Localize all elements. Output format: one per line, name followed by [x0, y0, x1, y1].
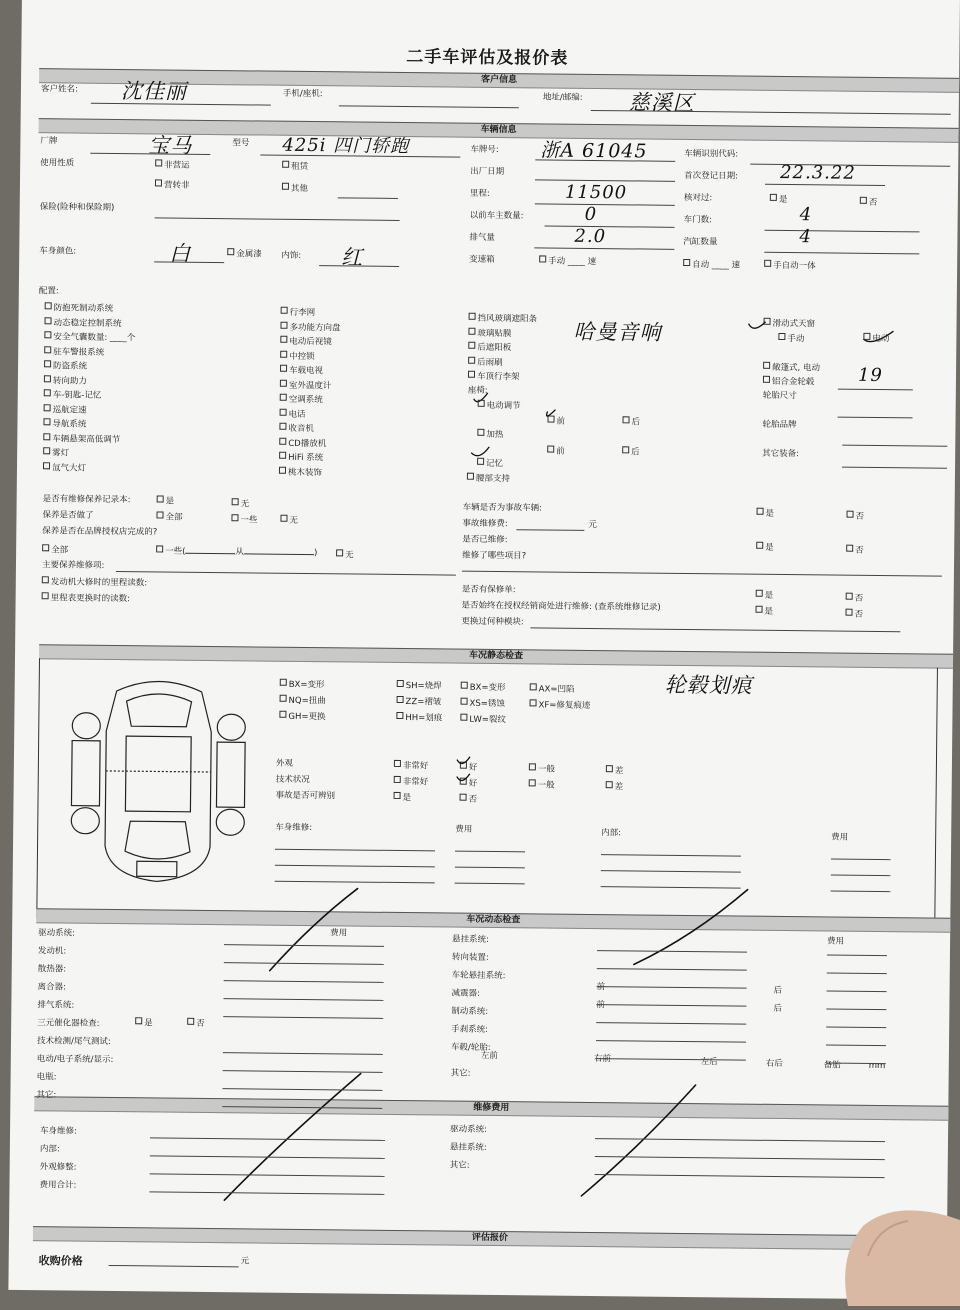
- metallic-option[interactable]: 金属漆: [227, 248, 262, 260]
- repaired-items-label: 维修了哪些项目?: [462, 550, 527, 562]
- dynamic-other-label: 其它:: [450, 1068, 471, 1079]
- owners-label: 以前车主数量:: [469, 210, 524, 222]
- plate-value: 浙A 61045: [540, 139, 648, 163]
- gearbox-auto[interactable]: 自动 ____ 速: [683, 259, 740, 272]
- maker-value: 宝马: [148, 133, 193, 158]
- damage-code[interactable]: XF=修复痕迹: [529, 699, 590, 712]
- interior-repair-line: [601, 870, 741, 872]
- use-other-line: [338, 197, 398, 199]
- engine-overhaul-option[interactable]: 发动机大修时的里程读数:: [42, 576, 147, 589]
- other-equip-line-2: [842, 467, 947, 469]
- static-check-marks: [454, 755, 484, 795]
- repair-left-line: [150, 1155, 385, 1158]
- maint-done-label: 保养是否做了: [42, 510, 94, 521]
- cylinders-value: 4: [799, 226, 813, 248]
- seat-front-option-1[interactable]: 前: [547, 416, 565, 428]
- damage-code[interactable]: BX=变形: [461, 682, 506, 694]
- brand-shop-label: 保养是否在品牌授权店完成的?: [42, 526, 158, 538]
- dynamic-right-label: 手刹系统:: [451, 1024, 489, 1035]
- interior-repair-cost-label: 费用: [831, 832, 849, 843]
- config-col3-item[interactable]: 后遮阳板: [468, 342, 511, 354]
- vin-label: 车辆识别代码:: [684, 148, 739, 160]
- use-option-3[interactable]: 其他: [282, 183, 308, 195]
- interior-label: 内饰:: [281, 250, 302, 261]
- gearbox-manual[interactable]: 手动 ____ 速: [539, 255, 596, 268]
- dynamic-cost-label-2: 费用: [827, 936, 845, 947]
- dynamic-right-cost-line: [827, 972, 887, 974]
- warranty-yes[interactable]: 是: [756, 590, 774, 602]
- cat-yes[interactable]: 是: [135, 1017, 153, 1029]
- dynamic-left-line: [223, 1088, 383, 1091]
- config-handwritten-note: 哈曼音响: [573, 319, 662, 345]
- dynamic-left-label: 电瓶:: [36, 1072, 57, 1083]
- damage-code[interactable]: NQ=扭曲: [280, 695, 326, 707]
- config-col1-item[interactable]: 驻车警报系统: [44, 346, 104, 359]
- dynamic-right-cost-line: [826, 1026, 886, 1028]
- config-col2-item[interactable]: 桃木装饰: [279, 466, 322, 478]
- repair-right-line: [595, 1174, 885, 1178]
- dynamic-right-line: [597, 986, 747, 989]
- repair-left-label: 外观修整:: [39, 1162, 77, 1173]
- shock-rear: 后: [773, 985, 783, 997]
- dynamic-right-line: [596, 1058, 746, 1061]
- config-col3-item: 座椅:: [467, 385, 488, 396]
- brake-rear: 后: [773, 1003, 782, 1015]
- model-label: 型号: [232, 138, 250, 149]
- appearance-fair[interactable]: 一般: [529, 763, 555, 775]
- insurance-label: 保险(险种和保险期): [39, 202, 115, 213]
- repair-left-label: 车身维修:: [39, 1126, 77, 1137]
- appearance-very-good[interactable]: 非常好: [394, 760, 429, 772]
- purchase-price-line: [109, 1265, 239, 1267]
- config-label: 配置:: [38, 286, 59, 297]
- purchase-price-unit: 元: [240, 1256, 250, 1267]
- dynamic-left-label: 驱动系统:: [38, 928, 76, 939]
- accident-cost-line: [516, 529, 584, 531]
- brand-shop-all[interactable]: 全部: [42, 544, 68, 556]
- dynamic-right-cost-line: [827, 954, 887, 956]
- displacement-value: 2.0: [574, 225, 607, 248]
- shock-front: 前: [596, 982, 606, 993]
- cylinders-line: [764, 252, 919, 255]
- dynamic-right-label: 减震器:: [451, 988, 480, 999]
- dynamic-left-label: 离合器:: [37, 982, 66, 993]
- config-col3-item[interactable]: 后雨刷: [468, 356, 503, 368]
- cylinders-label: 汽缸数量: [683, 236, 718, 248]
- dynamic-left-line: [224, 944, 384, 947]
- tech-very-good[interactable]: 非常好: [394, 776, 429, 788]
- config-col2-item[interactable]: HiFi 系统: [279, 452, 323, 464]
- config-col2-item[interactable]: 电动后视镜: [280, 336, 332, 349]
- body-repair-label: 车身维修:: [275, 822, 313, 834]
- tire-left-front: 左前: [480, 1050, 498, 1062]
- tire-left-rear: 左后: [700, 1057, 718, 1068]
- body-repair-cost-line: [455, 851, 525, 853]
- config-col2-item[interactable]: CD播放机: [279, 437, 326, 449]
- accident-id-no[interactable]: 否: [459, 794, 477, 806]
- use-option-1[interactable]: 租赁: [282, 161, 308, 173]
- dynamic-right-label: 转向装置:: [451, 952, 489, 963]
- dynamic-left-line: [224, 980, 384, 983]
- config-col1-item[interactable]: 氙气大灯: [43, 462, 86, 474]
- customer-phone-line: [339, 105, 519, 108]
- customer-address-value: 慈溪区: [628, 90, 695, 116]
- config-col1-item[interactable]: 防抱死制动系统: [45, 302, 114, 315]
- config-col1-item[interactable]: 转向助力: [44, 375, 87, 387]
- config-col4-item[interactable]: 敞篷式, 电动: [763, 361, 820, 374]
- dynamic-right-line: [596, 1022, 746, 1025]
- owners-value: 0: [584, 203, 598, 226]
- reg-date-value: 22.3.22: [780, 161, 856, 184]
- displacement-line: [534, 247, 674, 249]
- repair-right-label: 其它:: [449, 1160, 470, 1171]
- reg-date-label: 首次登记日期:: [684, 170, 739, 182]
- config-col4-item[interactable]: 铝合金轮毂: [763, 376, 815, 389]
- seat-rear-option-2[interactable]: 后: [622, 446, 640, 458]
- config-col1-item[interactable]: 动态稳定控制系统: [44, 317, 121, 330]
- dynamic-left-line: [223, 1052, 383, 1055]
- doors-line: [765, 230, 920, 233]
- dynamic-left-line: [223, 1016, 383, 1019]
- dynamic-left-label: 三元催化器检查:: [37, 1018, 100, 1029]
- mileage-line: [535, 203, 675, 205]
- gearbox-tiptronic[interactable]: 手自动一体: [764, 260, 816, 273]
- damage-code[interactable]: ZZ=褶皱: [397, 696, 442, 708]
- appearance-good[interactable]: 好: [460, 762, 478, 774]
- repair-left-line: [150, 1173, 385, 1176]
- tech-label: 技术状况: [275, 774, 310, 786]
- config-col2-item[interactable]: 空调系统: [280, 394, 323, 406]
- main-items-line: [116, 571, 456, 576]
- maint-record-no[interactable]: 无: [232, 498, 250, 510]
- brake-front: 前: [596, 1000, 605, 1011]
- section-dynamic-band: 车况动态检查: [36, 908, 950, 933]
- static-handwritten-note: 轮毂划痕: [664, 672, 753, 698]
- tire-size-value: 19: [857, 364, 884, 387]
- accident-cost-label: 事故维修费:: [462, 518, 508, 530]
- config-col1-item[interactable]: 车-钥匙-记忆: [44, 389, 102, 402]
- repaired-label: 是否已维修:: [462, 534, 508, 546]
- accident-id-label: 事故是否可辨别: [275, 790, 336, 802]
- repair-left-line: [149, 1191, 384, 1194]
- config-col2-item[interactable]: 室外温度计: [280, 379, 332, 392]
- maint-done-none[interactable]: 无: [280, 515, 298, 527]
- dynamic-left-line: [223, 998, 383, 1001]
- dynamic-right-line: [597, 950, 747, 953]
- form-title: 二手车评估及报价表: [406, 47, 569, 69]
- seat-front-option-2[interactable]: 前: [547, 446, 565, 458]
- maint-done-all[interactable]: 全部: [156, 511, 182, 523]
- section-vehicle-band: 车辆信息: [39, 118, 959, 143]
- interior-repair-line: [601, 854, 741, 856]
- static-left-border: [36, 658, 40, 918]
- config-col1-item[interactable]: 车辆悬架高低调节: [43, 433, 120, 446]
- config-col4-item: 轮胎品牌: [762, 419, 797, 430]
- damage-code[interactable]: HH=划痕: [396, 712, 442, 724]
- dynamic-right-label: 车毂/轮胎:: [450, 1042, 491, 1053]
- dynamic-left-label: 技术检测/尾气测试:: [36, 1036, 111, 1047]
- config-col2-item[interactable]: 车载电视: [280, 365, 323, 377]
- repair-left-label: 内部:: [39, 1144, 60, 1155]
- warranty-label: 是否有保修单:: [461, 584, 516, 596]
- tech-fair[interactable]: 一般: [529, 779, 555, 791]
- tire-unit: mm: [868, 1060, 886, 1072]
- cat-no[interactable]: 否: [187, 1018, 205, 1030]
- doors-label: 车门数:: [683, 214, 713, 226]
- auth-repair-label: 是否始终在授权经销商处进行维修: (查系统维修记录): [461, 600, 661, 613]
- verify-yes[interactable]: 是: [770, 194, 788, 206]
- customer-phone-label: 手机/座机:: [282, 88, 323, 100]
- config-col2-item[interactable]: 收音机: [279, 423, 314, 435]
- reg-date-line: [765, 184, 885, 186]
- tire-spare: 备胎: [823, 1060, 841, 1071]
- dynamic-left-label: 发动机:: [37, 946, 67, 957]
- owners-line: [545, 225, 675, 227]
- gearbox-label: 变速箱: [469, 254, 495, 265]
- auth-repair-yes[interactable]: 是: [755, 606, 773, 618]
- body-repair-line: [275, 881, 435, 884]
- interior-repair-line: [601, 886, 741, 888]
- verify-label: 核对过:: [683, 192, 713, 204]
- config-col4-item: 其它装备:: [762, 448, 800, 459]
- dynamic-right-cost-line: [826, 1008, 886, 1010]
- brand-shop-none[interactable]: 无: [336, 549, 354, 561]
- dynamic-right-line: [597, 968, 747, 971]
- customer-name-value: 沈佳丽: [120, 79, 188, 104]
- repair-right-label: 悬挂系统:: [449, 1142, 487, 1153]
- body-repair-cost-line: [455, 867, 525, 869]
- repair-left-line: [150, 1137, 385, 1140]
- damage-code[interactable]: BX=变形: [280, 679, 325, 691]
- config-col1-item[interactable]: 巡航定速: [44, 404, 87, 416]
- dynamic-left-label: 排气系统:: [37, 1000, 75, 1011]
- brand-shop-some[interactable]: 一些( 从 ): [156, 545, 317, 559]
- repair-right-line: [595, 1138, 885, 1142]
- purchase-price-label: 收购价格: [38, 1254, 83, 1268]
- repair-left-label: 费用合计:: [39, 1180, 77, 1191]
- maker-label: 厂牌: [40, 136, 58, 147]
- displacement-label: 排气量: [469, 232, 495, 243]
- damage-code[interactable]: GH=更换: [279, 711, 325, 723]
- body-repair-cost-label: 费用: [455, 824, 473, 835]
- config-col4-item: 轮胎尺寸: [762, 390, 797, 401]
- use-option-0[interactable]: 非营运: [155, 159, 190, 171]
- config-col2-item[interactable]: 电话: [280, 408, 306, 420]
- interior-value: 红: [341, 245, 364, 270]
- customer-name-label: 客户姓名:: [40, 84, 78, 95]
- config-col3-item[interactable]: 腰部支持: [467, 472, 510, 484]
- tire-right-rear: 右后: [765, 1058, 783, 1070]
- config-col3-item[interactable]: 挡风玻璃遮阳条: [469, 313, 538, 326]
- model-value: 425i 四门轿跑: [282, 134, 410, 158]
- use-label: 使用性质: [40, 158, 75, 169]
- config-col1-item[interactable]: 防盗系统: [44, 360, 87, 372]
- dynamic-cost-label: 费用: [330, 928, 348, 939]
- color-value: 白: [169, 241, 192, 266]
- repaired-items-line: [462, 571, 942, 577]
- appearance-label: 外观: [275, 758, 293, 769]
- tire-right-front: 右前: [593, 1054, 611, 1065]
- config-col4-item[interactable]: 滑动式天窗: [763, 318, 815, 331]
- seat-rear-option-1[interactable]: 后: [622, 416, 640, 428]
- static-right-border: [934, 668, 938, 928]
- dynamic-right-line: [596, 1040, 746, 1043]
- damage-code[interactable]: LW=裂纹: [460, 714, 506, 726]
- verify-no[interactable]: 否: [860, 197, 878, 209]
- config-col4-item[interactable]: 手动: [778, 332, 804, 344]
- config-col1-item[interactable]: 雾灯: [43, 447, 69, 459]
- damage-code[interactable]: AX=凹陷: [530, 683, 575, 695]
- use-option-2[interactable]: 营转非: [155, 179, 190, 191]
- accident-label: 车辆是否为事故车辆:: [462, 502, 543, 514]
- car-diagram: [65, 671, 252, 893]
- config-col1-item[interactable]: 导航系统: [43, 418, 86, 430]
- holding-thumb: [838, 1196, 960, 1306]
- mileage-label: 里程:: [469, 188, 490, 199]
- main-items-label: 主要保养维修项:: [41, 560, 105, 571]
- body-repair-line: [275, 849, 435, 852]
- accident-yes[interactable]: 是: [756, 508, 774, 520]
- dynamic-right-cost-line: [827, 990, 887, 992]
- interior-repair-cost-line: [831, 891, 891, 893]
- config-col3-item[interactable]: 电动调节: [478, 400, 521, 412]
- config-col2-item[interactable]: 多功能方向盘: [280, 321, 340, 334]
- dynamic-right-label: 制动系统:: [451, 1006, 489, 1017]
- section-repair-band: 维修费用: [34, 1096, 948, 1121]
- color-label: 车身颜色:: [39, 246, 77, 257]
- interior-repair-label: 内部:: [601, 828, 622, 839]
- accident-no[interactable]: 否: [846, 511, 864, 523]
- dynamic-right-line: [596, 1004, 746, 1007]
- dynamic-left-label: 电动/电子系统/显示:: [36, 1054, 114, 1066]
- accident-id-yes[interactable]: 是: [393, 792, 411, 804]
- customer-address-label: 地址/邮编:: [542, 92, 583, 103]
- config-col3-item[interactable]: 车顶行李架: [468, 371, 520, 384]
- dynamic-left-line: [224, 962, 384, 965]
- odometer-replace-option[interactable]: 里程表更换时的读数:: [42, 592, 130, 605]
- body-repair-cost-line: [455, 883, 525, 885]
- repair-right-label: 驱动系统:: [450, 1124, 488, 1135]
- evaluation-form-sheet: [8, 0, 960, 1300]
- prod-date-label: 出厂日期: [470, 166, 505, 178]
- body-repair-line: [275, 865, 435, 868]
- tech-poor[interactable]: 差: [606, 781, 624, 793]
- repaired-no[interactable]: 否: [846, 545, 864, 557]
- maint-done-some[interactable]: 一些: [231, 514, 257, 526]
- mileage-value: 11500: [564, 181, 628, 204]
- section-static-band: 车况静态检查: [39, 644, 953, 669]
- parts-replaced-label: 更换过何种模块:: [461, 616, 524, 628]
- tech-good[interactable]: 好: [460, 778, 478, 790]
- appearance-poor[interactable]: 差: [606, 765, 624, 777]
- interior-repair-cost-line: [831, 859, 891, 861]
- config-col1-item[interactable]: 安全气囊数量: ____个: [44, 331, 135, 344]
- repaired-yes[interactable]: 是: [756, 542, 774, 554]
- config-col3-item[interactable]: 加热: [477, 429, 503, 441]
- dynamic-left-label: 散热器:: [37, 964, 67, 975]
- plate-label: 车牌号:: [470, 144, 499, 156]
- maint-record-yes[interactable]: 是: [157, 495, 175, 507]
- auth-repair-no[interactable]: 否: [845, 609, 863, 621]
- section-quote-band: 评估报价: [33, 1226, 947, 1251]
- dynamic-left-label: 其它:: [36, 1090, 57, 1101]
- config-col4-item[interactable]: 电动: [863, 333, 889, 345]
- warranty-no[interactable]: 否: [846, 593, 864, 605]
- config-col3-item[interactable]: 玻璃贴膜: [468, 327, 511, 339]
- dynamic-right-label: 悬挂系统:: [452, 934, 490, 945]
- dynamic-left-line: [223, 1070, 383, 1073]
- maint-record-label: 是否有维修保养记录本:: [42, 494, 131, 506]
- damage-code[interactable]: SH=烧焊: [397, 680, 442, 692]
- config-col2-item[interactable]: 行李网: [281, 307, 316, 319]
- section-customer-band: 客户信息: [39, 68, 959, 93]
- damage-code[interactable]: XS=锈蚀: [460, 698, 504, 710]
- accident-cost-unit: 元: [588, 519, 597, 531]
- dynamic-right-cost-line: [826, 1044, 886, 1046]
- insurance-line: [155, 217, 400, 221]
- doors-value: 4: [799, 204, 813, 226]
- repair-right-line: [595, 1156, 885, 1160]
- parts-replaced-line: [530, 627, 900, 632]
- config-col3-item[interactable]: 记忆: [477, 458, 503, 470]
- config-col2-item[interactable]: 中控锁: [280, 350, 315, 362]
- dynamic-right-label: 车轮悬挂系统:: [451, 970, 506, 982]
- interior-repair-cost-line: [831, 875, 891, 877]
